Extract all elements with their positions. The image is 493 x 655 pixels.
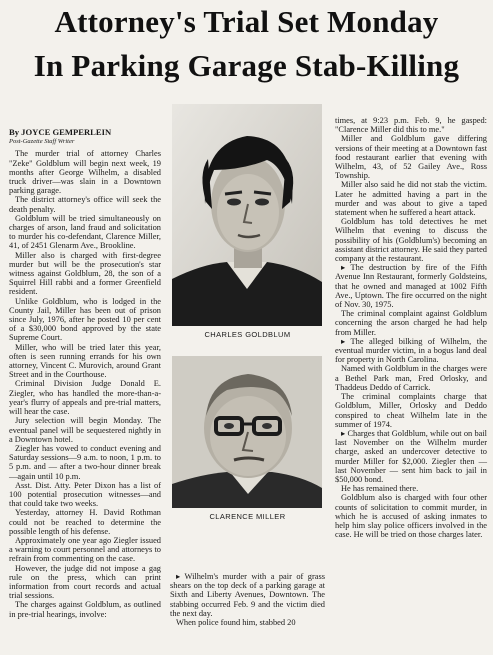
article-paragraph: The criminal complaint against Goldblum concerning the arson charged he had help from Miller. — [335, 309, 487, 337]
right-column — [335, 116, 487, 539]
portrait-young-man-image — [172, 104, 322, 326]
article-paragraph: Goldblum has told detectives he met Wilhelm that evening to discuss the possibility of his (Goldblum's) becoming an assistant district attorney. He said they parted company at the restaurant. — [335, 217, 487, 264]
byline-desk: Post-Gazette Staff Writer — [9, 138, 75, 146]
photo-caption-goldblum: CHARLES GOLDBLUM — [204, 330, 291, 339]
article-paragraph: Criminal Division Judge Donald E. Ziegler, who has handled the more-than-a-year's flurry of appeals and pre-trial matters, will hear the case. — [9, 379, 161, 417]
article-paragraph: Goldblum will be tried simultaneously on charges of arson, land fraud and solicitation to murder his co-defendant, Clarence Miller, 41, of 2451 Glenarm Ave., Brookline. — [9, 213, 161, 251]
article-paragraph: The charges against Goldblum, as outlined in pre-trial hearings, involve: — [9, 600, 161, 619]
headline-line-2: In Parking Garage Stab-Killing — [33, 48, 460, 83]
article-paragraph: Jury selection will begin Monday. The eventual panel will be sequestered nightly in a Downtown hotel. — [9, 416, 161, 444]
article-paragraph: Goldblum also is charged with four other counts of solicitation to commit murder, in which he is accused of asking inmates to help him slay police officers involved in the case. He will be tried on those charges later. — [335, 493, 487, 540]
article-paragraph: ▸ The alleged bilking of Wilhelm, the eventual murder victim, in a bogus land deal for property in North Carolina. — [335, 336, 487, 365]
headline-line-1: Attorney's Trial Set Monday — [54, 4, 439, 39]
article-paragraph: Yesterday, attorney H. David Rothman could not be reached to determine the possible length of his defense. — [9, 508, 161, 536]
middle-column — [170, 104, 325, 521]
article-paragraph: The murder trial of attorney Charles "Zeke" Goldblum will begin next week, 19 months after George Wilhelm, a disabled truck driver—was slain in a Downtown parking garage. — [9, 149, 161, 196]
photo-charles-goldblum — [172, 104, 322, 326]
left-column — [9, 104, 161, 619]
article-paragraph: However, the judge did not impose a gag rule on the press, which can print information from court records and actual trial sessions. — [9, 563, 161, 601]
article-paragraph: Miller also said he did not stab the victim. Later he admitted having a part in the murder and was about to give a taped statement when he suffered a heart attack. — [335, 180, 487, 218]
article-paragraph: Miller, who will be tried later this year, often is seen running errands for his own attorney, Vincent C. Murovich, around Grant Street and in the Courthouse. — [9, 342, 161, 380]
article-paragraph: ▸ The destruction by fire of the Fifth Avenue Inn Restaurant, formerly Goldsteins, that he owned and managed at 1002 Fifth Ave., Uptown. The fire occurred on the night of Nov. 30, 1975. — [335, 263, 487, 310]
article-paragraph: When police found him, stabbed 20 — [176, 618, 296, 628]
article-paragraph: Miller and Goldblum gave differing versions of their meeting at a Downtown fast food restaurant earlier that evening with Wilhelm, 43, of 52 Gailey Ave., Ross Township. — [335, 134, 487, 181]
photo-clarence-miller — [172, 356, 322, 508]
article-paragraph: The criminal complaints charge that Goldblum, Miller, Orlosky and Deddo conspired to cheat Wilhelm late in the summer of 1974. — [335, 392, 487, 429]
middle-column-text — [170, 572, 325, 627]
article-paragraph: Miller also is charged with first-degree murder but will be the prosecution's star witness against Goldblum, 28, the son of a Squirrel Hill rabbi and a former Greenfield resident. — [9, 250, 161, 297]
portrait-older-man-image — [172, 356, 322, 508]
article-paragraph: Ziegler has vowed to conduct evening and Saturday sessions—9 a.m. to noon, 1 p.m. to 5 p.m. and — after a two-hour dinner break—again until 10 p.m. — [9, 443, 161, 481]
article-paragraph: times, at 9:23 p.m. Feb. 9, he gasped: "Clarence Miller did this to me." — [335, 116, 487, 135]
article-paragraph: The district attorney's office will seek the death penalty. — [9, 195, 161, 214]
article-paragraph: Asst. Dist. Atty. Peter Dixon has a list of 100 potential prosecution witnesses—and that could take two weeks. — [9, 480, 161, 509]
article-paragraph: He has remained there. — [341, 484, 419, 494]
byline-author: By JOYCE GEMPERLEIN — [9, 127, 112, 137]
article-paragraph: ▸ Charges that Goldblum, while out on bail last November on the Wilhelm murder charge, asked an undercover detective to murder Miller for $2,000. Ziegler then — last November — sent him back to jail in $50,000 bond. — [335, 428, 487, 484]
photo-caption-miller: CLARENCE MILLER — [209, 512, 286, 522]
article-paragraph: Approximately one year ago Ziegler issued a warning to court personnel and attorneys to refrain from commenting on the case. — [9, 535, 161, 564]
article-paragraph: Unlike Goldblum, who is lodged in the County Jail, Miller has been out of prison since July, 1976, after he posted 10 per cent of a $30,000 bond approved by the state Supreme Court. — [9, 296, 161, 343]
article-paragraph: Named with Goldblum in the charges were a Bethel Park man, Fred Orlosky, and Thaddeus Deddo of Carrick. — [335, 364, 487, 392]
article-paragraph: ▸ Wilhelm's murder with a pair of grass shears on the top deck of a parking garage at Sixth and Liberty Avenues, Downtown. The stabbing occurred Feb. 9 and the victim died the next day. — [170, 572, 325, 618]
